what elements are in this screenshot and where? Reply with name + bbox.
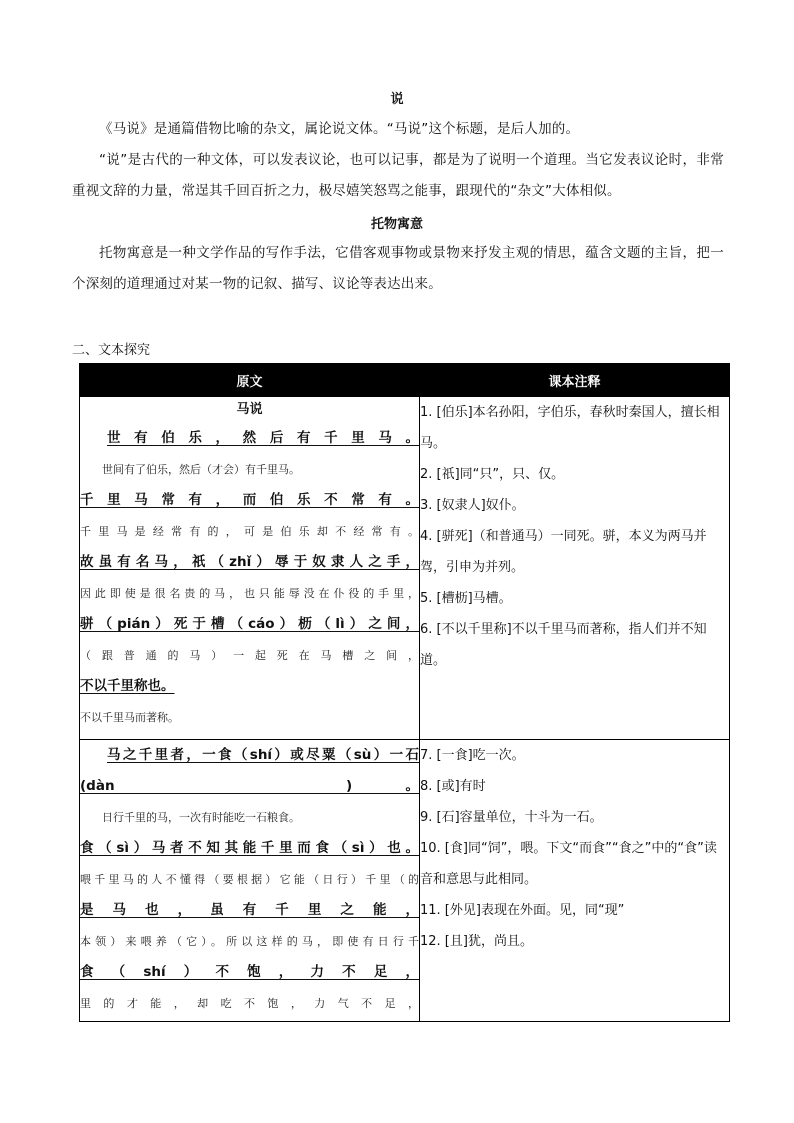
title-shuo: 说 xyxy=(390,92,404,107)
cell-title: 马说 xyxy=(236,402,263,417)
note-item: 8. [或]有时 xyxy=(420,779,486,794)
note-item: 7. [一食]吃一次。 xyxy=(420,748,525,763)
note-item: 2. [祇]同“只”，只、仅。 xyxy=(420,467,565,482)
original-line: 食（shí）不饱，力不足， xyxy=(80,964,419,980)
original-lines xyxy=(80,740,419,1019)
notes-cell xyxy=(420,397,730,740)
translation-line: 喂千里马的人不懂得（要根据）它能（日行）千里（的 xyxy=(80,873,419,886)
translation-line: 日行千里的马，一次有时能吃一石粮食。 xyxy=(102,811,300,824)
translation-line: 世间有了伯乐，然后（才会）有千里马。 xyxy=(102,463,300,476)
note-item: 6. [不以千里称]不以千里马而著称，指人们并不知道。 xyxy=(420,622,707,668)
translation-line: 本领）来喂养（它）。所以这样的马，即使有日行千 xyxy=(80,935,419,948)
notes-list xyxy=(420,740,729,957)
table-row xyxy=(80,740,730,1022)
note-item: 3. [奴隶人]奴仆。 xyxy=(420,498,525,513)
translation-line: 不以千里马而著称。 xyxy=(80,711,179,724)
note-item: 11. [外见]表现在外面。见，同“现” xyxy=(420,903,625,918)
note-item: 4. [骈死]（和普通马）一同死。骈，本义为两马并驾，引申为并列。 xyxy=(420,529,707,575)
original-line: 食（sì）马者不知其能千里而食（sì）也。 xyxy=(80,840,419,856)
table-header-row xyxy=(80,364,730,397)
note-item: 5. [槽枥]马槽。 xyxy=(420,591,512,606)
translation-line: （跟普通的马）一起死在马槽之间， xyxy=(80,649,419,662)
original-line: 故虽有名马，祇（zhǐ）辱于奴隶人之手， xyxy=(80,554,419,570)
intro-paragraph-1: 《马说》是通篇借物比喻的杂文，属论说文体。“马说”这个标题，是后人加的。 xyxy=(99,121,580,137)
intro-paragraph-2: “说”是古代的一种文体，可以发表议论，也可以记事，都是为了说明一个道理。当它发表议论时，非常重视文辞的力量，常逞其千回百折之力，极尽嬉笑怒骂之能事，跟现代的“杂文”大体相似。 xyxy=(72,152,724,199)
table-row xyxy=(80,397,730,740)
note-item: 10. [食]同“饲”，喂。下文“而食”“食之”中的“食”读音和意思与此相同。 xyxy=(420,841,717,887)
original-line: 世有伯乐，然后有千里马。 xyxy=(107,430,419,446)
original-cell xyxy=(80,740,420,1022)
original-line: 马之千里者，一食（shí）或尽粟（sù）一石(dàn ) 。 xyxy=(80,747,419,794)
note-item: 12. [且]犹，尚且。 xyxy=(420,934,533,949)
header-textbook-notes: 课本注释 xyxy=(420,364,730,397)
study-table xyxy=(79,363,730,1022)
original-line: 千里马常有，而伯乐不常有。 xyxy=(80,492,419,508)
translation-line: 千里马是经常有的，可是伯乐却不经常有。 xyxy=(80,525,419,538)
translation-line: 因此即使是很名贵的马，也只能辱没在仆役的手里， xyxy=(80,587,419,600)
original-line: 不以千里称也。 xyxy=(80,678,175,694)
notes-list xyxy=(420,397,729,676)
header-original-text: 原文 xyxy=(80,364,420,397)
original-lines xyxy=(80,423,419,733)
intro-paragraph-3: 托物寓意是一种文学作品的写作手法，它借客观事物或景物来抒发主观的情思，蕴含文题的主旨，把一个深刻的道理通过对某一物的记叙、描写、议论等表达出来。 xyxy=(72,245,724,292)
section-label: 二、文本探究 xyxy=(72,343,151,358)
original-line: 骈（pián）死于槽（cáo）枥（lì）之间， xyxy=(80,616,419,632)
original-cell xyxy=(80,397,420,740)
original-line: 是马也，虽有千里之能， xyxy=(80,902,419,918)
note-item: 1. [伯乐]本名孙阳，字伯乐，春秋时秦国人，擅长相马。 xyxy=(420,405,720,451)
notes-cell xyxy=(420,740,730,1022)
note-item: 9. [石]容量单位，十斗为一石。 xyxy=(420,810,603,825)
subtitle-tuowu-yuyi: 托物寓意 xyxy=(370,217,423,232)
translation-line: 里的才能，却吃不饱，力气不足， xyxy=(80,997,419,1010)
